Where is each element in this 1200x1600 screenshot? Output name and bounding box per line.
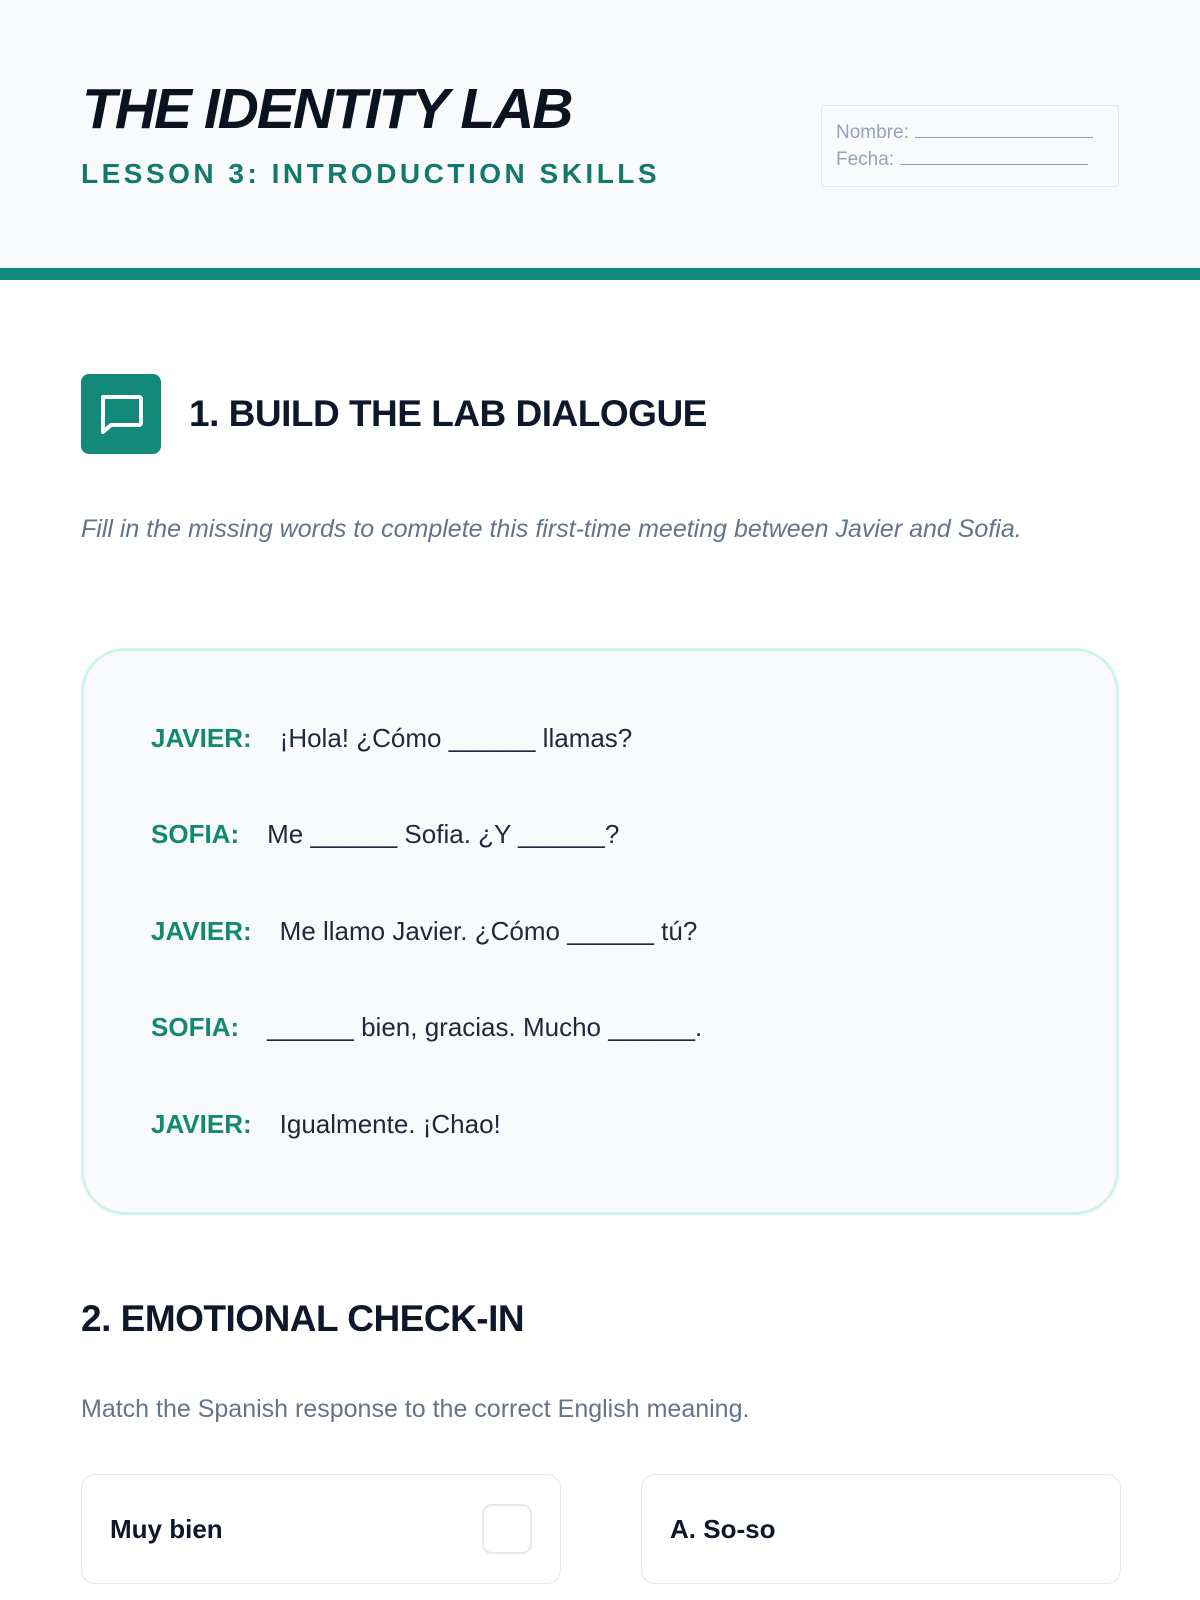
lesson-subtitle: LESSON 3: INTRODUCTION SKILLS — [81, 158, 661, 189]
dialogue-text[interactable]: Me llamo Javier. ¿Cómo ______ tú? — [279, 916, 698, 946]
english-option: A. So-so — [670, 1513, 776, 1544]
dialogue-line — [151, 723, 632, 754]
date-row — [836, 146, 1104, 173]
match-card-spanish — [81, 1474, 561, 1584]
page-title: THE IDENTITY LAB — [82, 77, 572, 141]
dialogue-text: Igualmente. ¡Chao! — [279, 1109, 501, 1139]
header — [0, 0, 1200, 280]
speaker-name: SOFIA: — [151, 1012, 240, 1042]
date-blank[interactable] — [900, 146, 1088, 165]
speaker-name: JAVIER: — [151, 723, 252, 753]
dialogue-text[interactable]: ______ bien, gracias. Mucho ______. — [267, 1012, 703, 1042]
dialogue-text[interactable]: ¡Hola! ¿Cómo ______ llamas? — [279, 723, 633, 753]
section1-title: 1. BUILD THE LAB DIALOGUE — [189, 393, 707, 434]
dialogue-text[interactable]: Me ______ Sofia. ¿Y ______? — [267, 819, 620, 849]
dialogue-line — [151, 916, 697, 947]
date-label: Fecha: — [836, 149, 895, 170]
section1-instructions: Fill in the missing words to complete this first-time meeting between Javier and Sofia. — [81, 515, 1022, 543]
section2-title: 2. EMOTIONAL CHECK-IN — [81, 1298, 525, 1339]
student-info-box — [821, 105, 1119, 187]
section2-heading — [81, 1298, 524, 1340]
dialogue-box — [81, 648, 1119, 1215]
speaker-name: JAVIER: — [151, 916, 252, 946]
section2-instructions: Match the Spanish response to the correct English meaning. — [81, 1395, 750, 1423]
dialogue-line — [151, 1012, 702, 1043]
name-blank[interactable] — [915, 119, 1093, 138]
chat-bubble-icon — [81, 374, 161, 454]
name-label: Nombre: — [836, 122, 909, 143]
speaker-name: JAVIER: — [151, 1109, 252, 1139]
dialogue-line — [151, 819, 619, 850]
spanish-phrase: Muy bien — [110, 1513, 223, 1544]
name-row — [836, 119, 1104, 146]
answer-checkbox[interactable] — [482, 1504, 532, 1554]
dialogue-line — [151, 1109, 501, 1140]
match-card-english — [641, 1474, 1121, 1584]
section1-heading — [81, 374, 707, 454]
speaker-name: SOFIA: — [151, 819, 240, 849]
